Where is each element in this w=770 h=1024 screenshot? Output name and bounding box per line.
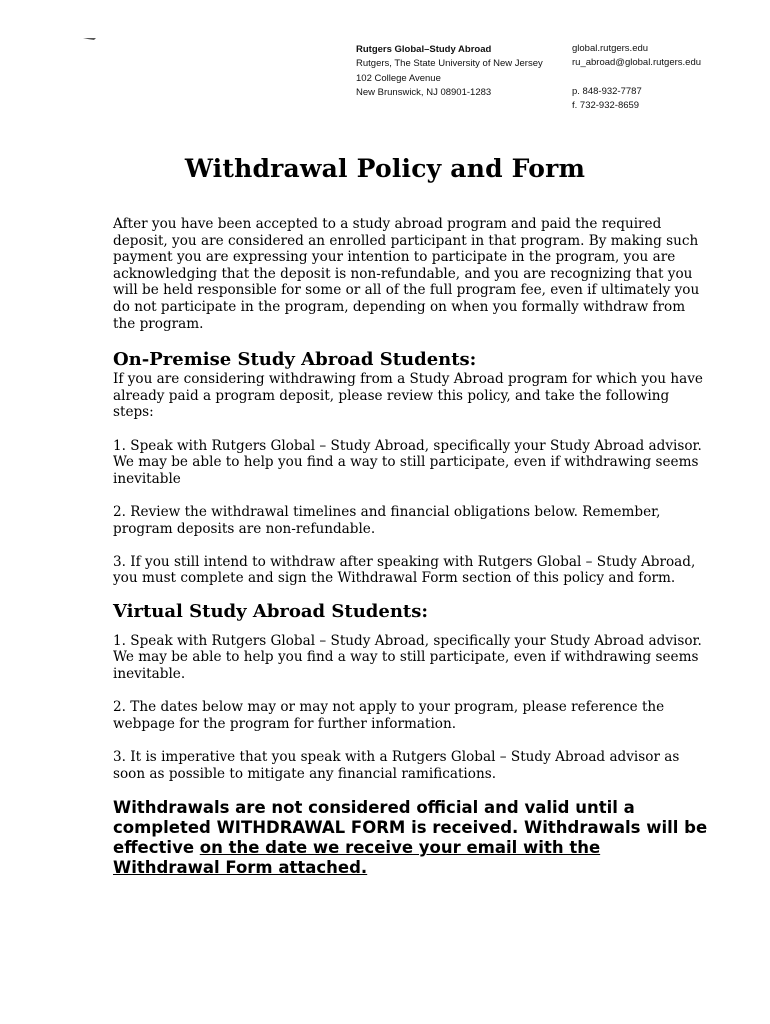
withdrawal-notice <box>113 798 708 878</box>
intro-paragraph: After you have been accepted to a study abroad program and paid the required deposit, you are considered an enrolled participant in that program. By making such payment you are expressing your intention to participate in the program, you are acknowledging that the deposit is non-refundable, and you are recognizing that you will be held responsible for some or all of the full program fee, even if ultimately you do not participate in the program, depending on when you formally withdraw from the program. <box>113 216 700 332</box>
header-address <box>356 43 543 100</box>
header-street: 102 College Avenue <box>356 72 441 84</box>
header-email: ru_abroad@global.rutgers.edu <box>572 57 702 69</box>
on-premise-lead: If you are considering withdrawing from a Study Abroad program for which you have already paid a program deposit, please review this policy, and take the following steps: <box>113 371 703 421</box>
logo-mark-icon <box>83 37 96 41</box>
virtual-step-2: 2. The dates below may or may not apply to your program, please reference the webpage for the program for further information. <box>113 699 665 732</box>
header-city: New Brunswick, NJ 08901-1283 <box>356 86 492 98</box>
virtual-step-3: 3. It is imperative that you speak with a Rutgers Global – Study Abroad advisor as soon as possible to mitigate any financial ramifications. <box>113 749 680 782</box>
virtual-heading: Virtual Study Abroad Students: <box>113 600 429 622</box>
document-body <box>113 216 708 878</box>
page-title: Withdrawal Policy and Form <box>184 154 586 183</box>
virtual-step-1: 1. Speak with Rutgers Global – Study Abroad, specifically your Study Abroad advisor. We may be able to help you find a way to still participate, even if withdrawing seems inevitable. <box>113 632 702 683</box>
header-contact <box>572 42 701 113</box>
header-website: global.rutgers.edu <box>572 43 649 54</box>
header-university: Rutgers, The State University of New Jersey <box>356 58 543 70</box>
header-org-name: Rutgers Global–Study Abroad <box>356 44 492 55</box>
notice-text: Withdrawals are not considered official and valid until a completed WITHDRAWAL FORM is received. Withdrawals will be effective <box>113 798 708 858</box>
on-premise-heading: On-Premise Study Abroad Students: <box>113 349 477 371</box>
on-premise-step-3: 3. If you still intend to withdraw after speaking with Rutgers Global – Study Abroad, you must complete and sign the Withdrawal Form section of this policy and form. <box>113 553 696 587</box>
header-fax: f. 732-932-8659 <box>572 99 640 111</box>
notice-underlined-text: on the date we receive your email with the Withdrawal Form attached. <box>113 838 601 878</box>
header-phone: p. 848-932-7787 <box>572 85 642 97</box>
on-premise-step-2: 2. Review the withdrawal timelines and financial obligations below. Remember, program deposits are non-refundable. <box>113 503 661 537</box>
on-premise-step-1: 1. Speak with Rutgers Global – Study Abroad, specifically your Study Abroad advisor. We may be able to help you find a way to still participate, even if withdrawing seems inevitable <box>113 437 702 487</box>
